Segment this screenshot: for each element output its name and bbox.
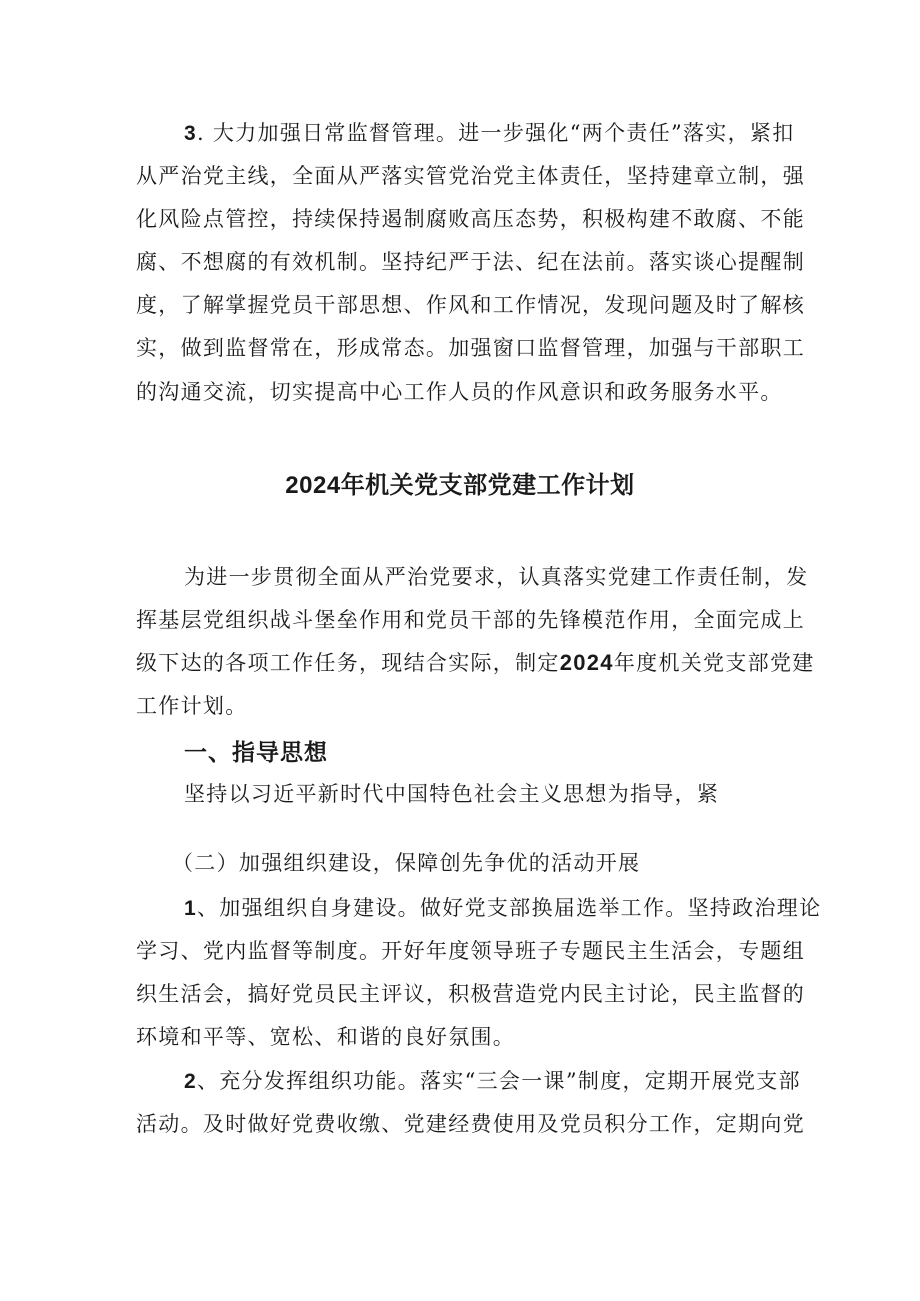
intro-line: 工作计划。	[136, 694, 248, 718]
paragraph-line: 从严治党主线，全面从严落实管党治党主体责任，坚持建章立制，强	[136, 164, 805, 188]
item-number: 3	[184, 122, 197, 145]
paragraph-line: 实，做到监督常在，形成常态。加强窗口监督管理，加强与干部职工	[136, 336, 805, 360]
intro-line	[136, 648, 815, 678]
guide-line: 坚持以习近平新时代中国特色社会主义思想为指导，紧	[184, 782, 720, 806]
line-text: 级下达的各项工作任务，现结合实际，制定	[136, 651, 560, 675]
item-line	[184, 893, 821, 924]
item-line: 环境和平等、宽松、和谐的良好氛围。	[136, 1025, 516, 1049]
line-text: 年度机关党支部党建	[613, 651, 815, 675]
paragraph-line: 度，了解掌握党员干部思想、作风和工作情况，发现问题及时了解核	[136, 293, 805, 317]
paragraph-line	[184, 118, 795, 149]
section-heading: 一、指导思想	[184, 739, 328, 765]
item-line	[184, 1066, 801, 1097]
item-number: 1	[184, 897, 197, 920]
intro-line: 挥基层党组织战斗堡垒作用和党员干部的先锋模范作用，全面完成上	[136, 608, 805, 632]
line-text: . 大力加强日常监督管理。进一步强化“两个责任”落实，紧扣	[196, 121, 795, 145]
intro-line: 为进一步贯彻全面从严治党要求，认真落实党建工作责任制，发	[184, 565, 809, 589]
paragraph-line: 化风险点管控，持续保持遏制腐败高压态势，积极构建不敢腐、不能	[136, 207, 805, 231]
item-line: 织生活会，搞好党员民主评议，积极营造党内民主讨论，民主监督的	[136, 982, 805, 1006]
subheading: （二）加强组织建设，保障创先争优的活动开展	[172, 851, 641, 875]
paragraph-line: 的沟通交流，切实提高中心工作人员的作风意识和政务服务水平。	[136, 380, 783, 404]
document-title: 2024年机关党支部党建工作计划	[285, 472, 635, 499]
line-text: 、加强组织自身建设。做好党支部换届选举工作。坚持政治理论	[196, 896, 822, 920]
item-line: 活动。及时做好党费收缴、党建经费使用及党员积分工作，定期向党	[136, 1112, 805, 1136]
item-line: 学习、党内监督等制度。开好年度领导班子专题民主生活会，专题组	[136, 939, 805, 963]
year-number: 2024	[559, 650, 614, 675]
paragraph-line: 腐、不想腐的有效机制。坚持纪严于法、纪在法前。落实谈心提醒制	[136, 250, 805, 274]
line-text: 、充分发挥组织功能。落实“三会一课”制度，定期开展党支部	[196, 1069, 801, 1093]
item-number: 2	[184, 1070, 197, 1093]
